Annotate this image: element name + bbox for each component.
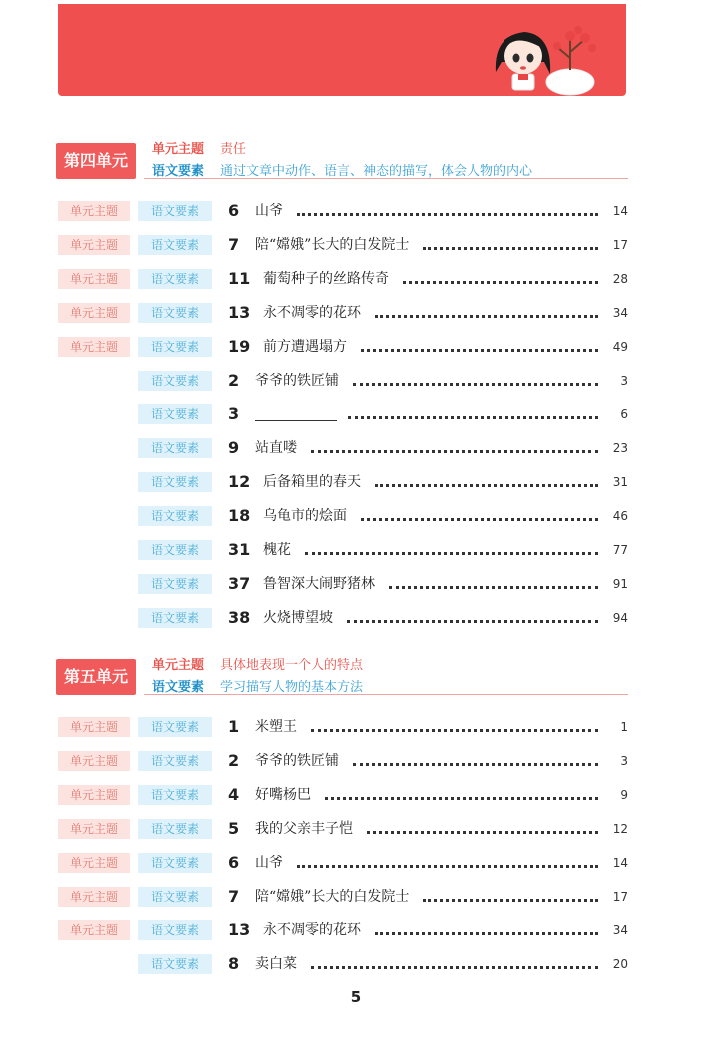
unit-language-value: 学习描写人物的基本方法 — [220, 680, 364, 695]
page-number-ref: 31 — [612, 475, 628, 490]
lesson-number: 2 — [228, 370, 240, 390]
lesson-title: 鲁智深大闹野猪林 — [263, 575, 375, 592]
language-element-tag: 语文要素 — [138, 819, 212, 839]
toc-entry[interactable] — [58, 505, 628, 527]
page-number-ref: 1 — [620, 720, 628, 734]
toc-entry[interactable] — [58, 716, 628, 738]
dot-leader — [297, 865, 598, 868]
lesson-title: 山爷 — [255, 854, 283, 871]
language-element-tag: 语文要素 — [138, 235, 212, 255]
toc-entry[interactable] — [58, 852, 628, 874]
unit-theme-tag: 单元主题 — [58, 751, 130, 771]
unit-5-header — [56, 652, 628, 712]
lesson-title: 卖白菜 — [255, 956, 297, 973]
page-number-ref: 28 — [612, 271, 628, 286]
lesson-title: 前方遭遇塌方 — [263, 338, 347, 355]
page-number-ref: 17 — [612, 889, 628, 904]
toc-entry[interactable] — [58, 268, 628, 290]
dot-leader — [375, 315, 598, 318]
lesson-title: 后备箱里的春天 — [263, 474, 361, 491]
language-element-tag: 语文要素 — [138, 751, 212, 771]
dot-leader — [311, 966, 598, 969]
lesson-number: 4 — [228, 784, 240, 804]
language-element-tag: 语文要素 — [138, 371, 212, 391]
dot-leader — [423, 899, 598, 902]
dot-leader — [347, 620, 598, 623]
page-number-ref: 23 — [612, 441, 628, 456]
language-element-tag: 语文要素 — [138, 337, 212, 357]
page-number-ref: 77 — [612, 543, 628, 557]
lesson-title: 爷爷的铁匠铺 — [255, 372, 339, 389]
page-number-ref: 12 — [612, 821, 628, 836]
toc-entry[interactable] — [58, 886, 628, 908]
page-number-ref: 14 — [612, 204, 628, 218]
unit-theme-tag: 单元主题 — [58, 303, 130, 323]
toc-entry[interactable] — [58, 234, 628, 256]
unit-theme-tag: 单元主题 — [58, 235, 130, 255]
toc-entry[interactable] — [58, 953, 628, 975]
dot-leader — [367, 831, 598, 834]
unit-underline — [144, 694, 628, 695]
lesson-number: 18 — [228, 506, 251, 526]
lesson-title: 我的父亲丰子恺 — [255, 820, 353, 837]
dot-leader — [305, 552, 598, 555]
unit-theme-value: 责任 — [220, 142, 247, 157]
language-element-tag: 语文要素 — [138, 303, 212, 323]
lesson-title: 永不凋零的花环 — [263, 922, 361, 939]
language-element-tag: 语文要素 — [138, 920, 212, 940]
page-number-ref: 34 — [612, 305, 628, 320]
lesson-title: 米塑王 — [255, 719, 297, 735]
lesson-number: 13 — [228, 920, 251, 940]
dot-leader — [311, 450, 598, 453]
lesson-title: 火烧博望坡 — [263, 609, 333, 626]
language-element-tag: 语文要素 — [138, 608, 212, 628]
toc-entry[interactable] — [58, 370, 628, 392]
unit-theme-row — [152, 138, 246, 157]
language-element-tag: 语文要素 — [138, 954, 212, 974]
dot-leader — [297, 213, 598, 216]
language-element-tag: 语文要素 — [138, 404, 212, 424]
lesson-number: 19 — [228, 336, 251, 356]
page-number-ref: 46 — [612, 509, 628, 524]
page-number-ref: 14 — [612, 855, 628, 870]
toc-entry[interactable] — [58, 471, 628, 493]
page-number-ref: 34 — [612, 923, 628, 938]
dot-leader — [348, 416, 598, 419]
unit-theme-tag: 单元主题 — [58, 785, 130, 805]
toc-entry[interactable] — [58, 573, 628, 595]
lesson-number: 38 — [228, 607, 251, 627]
unit-theme-key: 单元主题 — [152, 142, 205, 157]
toc-entry[interactable] — [58, 437, 628, 459]
lesson-title: 永不凋零的花环 — [263, 304, 361, 321]
language-element-tag: 语文要素 — [138, 574, 212, 594]
toc-entry[interactable] — [58, 750, 628, 772]
page-number-ref: 94 — [612, 610, 628, 625]
unit-theme-tag: 单元主题 — [58, 887, 130, 907]
unit-theme-tag: 单元主题 — [58, 819, 130, 839]
lesson-title: 葡萄种子的丝路传奇 — [263, 270, 389, 287]
page-number-ref: 9 — [620, 787, 628, 802]
language-element-tag: 语文要素 — [138, 853, 212, 873]
lesson-number: 37 — [228, 573, 251, 593]
lesson-title: 陪“嫦娥”长大的白发院士 — [255, 888, 410, 905]
lesson-number: 31 — [228, 540, 251, 559]
language-element-tag: 语文要素 — [138, 506, 212, 526]
page-number-ref: 17 — [612, 237, 628, 252]
dot-leader — [375, 932, 598, 935]
page-number-ref: 6 — [620, 407, 628, 422]
page-number-ref: 91 — [612, 576, 628, 591]
dot-leader — [361, 349, 598, 352]
toc-entry[interactable] — [58, 539, 628, 561]
unit-theme-tag: 单元主题 — [58, 853, 130, 873]
language-element-tag: 语文要素 — [138, 472, 212, 492]
dot-leader — [311, 729, 598, 732]
unit-language-key: 语文要素 — [152, 680, 205, 695]
unit-theme-tag: 单元主题 — [58, 337, 130, 357]
lesson-number: 13 — [228, 302, 251, 322]
lesson-number: 6 — [228, 852, 240, 872]
lesson-number: 1 — [228, 717, 240, 736]
language-element-tag: 语文要素 — [138, 201, 212, 221]
language-element-tag: 语文要素 — [138, 717, 212, 737]
lesson-title: 站直喽 — [255, 440, 297, 457]
blank-title-line — [255, 420, 337, 421]
unit-theme-tag: 单元主题 — [58, 717, 130, 737]
dot-leader — [389, 586, 598, 589]
toc-entry[interactable] — [58, 302, 628, 324]
dot-leader — [325, 797, 598, 800]
lesson-title: 陪“嫦娥”长大的白发院士 — [255, 236, 410, 253]
page-number-ref: 3 — [620, 373, 628, 388]
lesson-number: 2 — [228, 750, 240, 770]
language-element-tag: 语文要素 — [138, 438, 212, 458]
lesson-title: 爷爷的铁匠铺 — [255, 752, 339, 769]
lesson-number: 3 — [228, 404, 240, 424]
unit-language-value: 通过文章中动作、语言、神态的描写，体会人物的内心 — [220, 164, 533, 179]
lesson-number: 12 — [228, 472, 251, 492]
dot-leader — [353, 763, 598, 766]
lesson-number: 8 — [228, 954, 240, 974]
toc-entry[interactable] — [58, 200, 628, 222]
page-number: 5 — [350, 988, 362, 1006]
unit-theme-value: 具体地表现一个人的特点 — [220, 658, 364, 673]
unit-language-row — [152, 676, 363, 695]
language-element-tag: 语文要素 — [138, 785, 212, 805]
toc-entry[interactable] — [58, 818, 628, 840]
page-number-ref: 49 — [612, 339, 628, 354]
unit-theme-tag: 单元主题 — [58, 201, 130, 221]
unit-underline — [144, 178, 628, 179]
toc-entry[interactable] — [58, 336, 628, 358]
lesson-number: 9 — [228, 438, 240, 458]
lesson-number: 7 — [228, 234, 240, 254]
page-number-ref: 20 — [612, 957, 628, 972]
dot-leader — [403, 281, 598, 284]
unit-badge: 第四单元 — [56, 143, 136, 179]
lesson-number: 6 — [228, 201, 240, 220]
lesson-number: 7 — [228, 886, 240, 906]
unit-theme-tag: 单元主题 — [58, 269, 130, 289]
toc-entry[interactable] — [58, 919, 628, 941]
girl-mascot-illustration — [488, 18, 608, 98]
toc-entry[interactable] — [58, 607, 628, 629]
lesson-title: 山爷 — [255, 203, 283, 219]
unit-language-key: 语文要素 — [152, 164, 205, 179]
dot-leader — [423, 247, 598, 250]
dot-leader — [361, 518, 598, 521]
unit-theme-row — [152, 654, 363, 673]
language-element-tag: 语文要素 — [138, 887, 212, 907]
unit-4-header — [56, 136, 628, 196]
toc-entry[interactable] — [58, 784, 628, 806]
lesson-number: 5 — [228, 818, 240, 838]
dot-leader — [375, 484, 598, 487]
dot-leader — [353, 383, 598, 386]
unit-theme-tag: 单元主题 — [58, 920, 130, 940]
lesson-number: 11 — [228, 268, 251, 288]
language-element-tag: 语文要素 — [138, 269, 212, 289]
lesson-title: 好嘴杨巴 — [255, 786, 311, 803]
unit-theme-key: 单元主题 — [152, 658, 205, 673]
lesson-title: 槐花 — [263, 542, 291, 558]
unit-language-row — [152, 160, 532, 179]
unit-badge: 第五单元 — [56, 659, 136, 695]
page-number-ref: 3 — [620, 753, 628, 768]
toc-entry[interactable] — [58, 403, 628, 425]
language-element-tag: 语文要素 — [138, 540, 212, 560]
lesson-title: 乌龟市的烩面 — [263, 508, 347, 525]
